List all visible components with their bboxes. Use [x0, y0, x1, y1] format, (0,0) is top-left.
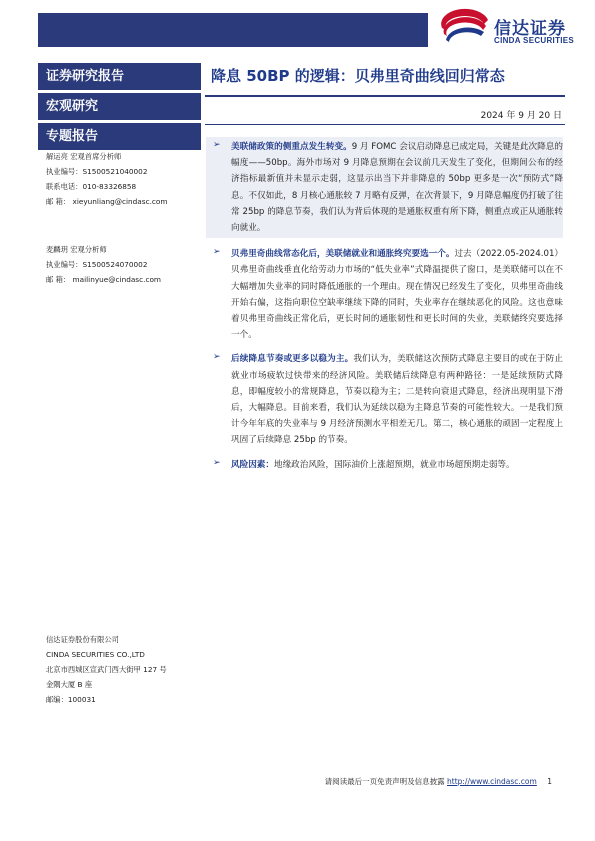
title-divider — [205, 95, 565, 97]
bullet-body: 地缘政治风险，国际油价上涨超预期，就业市场超预期走弱等。 — [273, 459, 515, 470]
footer-website-link[interactable]: http://www.cindasc.com — [447, 777, 537, 786]
arrow-bullet-icon: ➢ — [213, 140, 221, 150]
company-postcode: 邮编：100031 — [46, 695, 96, 704]
summary-bullet — [211, 457, 563, 473]
logo-name-en: CINDA SECURITIES — [494, 36, 575, 45]
author-license: 执业编号：S1500521040002 — [46, 167, 148, 176]
cinda-logo-mark — [438, 8, 492, 48]
bullet-heading: 美联储政策的侧重点发生转变。 — [231, 142, 352, 152]
summary-content — [211, 137, 563, 481]
author-block-2 — [46, 242, 161, 287]
summary-bullet — [211, 246, 563, 343]
bullet-heading: 风险因素： — [231, 459, 274, 470]
arrow-bullet-icon: ➢ — [213, 457, 221, 468]
bullet-text — [231, 457, 563, 473]
company-address-line1: 北京市西城区宣武门西大街甲 127 号 — [46, 665, 167, 674]
author-name: 解运亮 宏观首席分析师 — [46, 152, 122, 161]
author-phone: 联系电话：010-83326858 — [46, 182, 137, 191]
author-license: 执业编号：S1500524070002 — [46, 260, 148, 269]
sidebar — [38, 63, 201, 153]
bullet-body: 9 月 FOMC 会议启动降息已成定局，关键是此次降息的幅度——50bp。海外市场对 9 月降息预期在会议前几天发生了变化，但期间公布的经济指标最新值并未显示走弱，这显示出当下并非降息的 50bp 更多是一次“预防式”降息。不仅如此，8 月核心通胀较 7 月略有反弹，在次背景下，9 月降息幅度仍打破了往常 25bp 的降息节奏，我们认为背后体现的是通胀权重有所下降，侧重点或正从通胀转向就业。 — [231, 142, 563, 234]
sidebar-category-macro: 宏观研究 — [38, 93, 201, 120]
bullet-heading: 后续降息节奏或更多以稳为主。 — [231, 354, 354, 365]
header-band — [38, 13, 428, 47]
company-name-cn: 信达证券股份有限公司 — [46, 635, 119, 644]
company-name-en: CINDA SECURITIES CO.,LTD — [46, 650, 145, 659]
company-info — [46, 632, 167, 707]
report-title: 降息 50BP 的逻辑：贝弗里奇曲线回归常态 — [211, 67, 505, 85]
bullet-text — [231, 139, 563, 236]
summary-bullet — [206, 137, 563, 238]
bullet-heading: 贝弗里奇曲线常态化后，美联储就业和通胀终究要选一个。 — [231, 249, 455, 260]
bullet-text — [231, 246, 563, 343]
footer-disclaimer: 请阅读最后一页免责声明及信息披露 — [324, 777, 445, 786]
arrow-bullet-icon: ➢ — [213, 352, 221, 363]
bullet-body: 我们认为，美联储这次预防式降息主要目的或在于防止就业市场疲软过快带来的经济风险。美联储后续降息有两种路径：一是延续预防式降息，即幅度较小的常规降息，节奏以稳为主；二是转向衰退式降息，经济出现明显下滑后，大幅降息。目前来看，我们认为延续以稳为主降息节奏的可能性较大。一是我们预计今年年底的失业率与 9 月经济预测水平相差无几。第二，核心通胀的顽固一定程度上巩固了后续降息 25bp 的节奏。 — [231, 354, 563, 446]
summary-bullet — [211, 351, 563, 448]
date-divider — [205, 124, 565, 125]
bullet-text — [231, 351, 563, 448]
sidebar-category-special: 专题报告 — [38, 123, 201, 150]
author-email[interactable]: 邮 箱： mailinyue@cindasc.com — [46, 275, 162, 284]
arrow-bullet-icon: ➢ — [213, 247, 221, 258]
page-number: 1 — [547, 777, 552, 786]
sidebar-category-research: 证券研究报告 — [38, 63, 201, 90]
bullet-body: 过去（2022.05-2024.01）贝弗里奇曲线垂直化给劳动力市场的“低失业率”式降温提供了窗口，是美联储可以在不大幅增加失业率的同时降低通胀的一个理由。现在情况已经发生了变化，贝弗里奇曲线开始右偏，这指向职位空缺率继续下降的同时，失业率存在继续恶化的风险。这也意味着贝弗里奇曲线正常化后，更长时间的通胀韧性和更长时间的失业，美联储终究要选择一个。 — [231, 249, 564, 341]
company-address-line2: 金隅大厦 B 座 — [46, 680, 93, 689]
cinda-logo — [438, 8, 588, 50]
author-name: 麦麟玥 宏观分析师 — [46, 245, 107, 254]
report-date: 2024 年 9 月 20 日 — [480, 111, 562, 121]
author-block-1 — [46, 149, 168, 209]
author-email[interactable]: 邮 箱： xieyunliang@cindasc.com — [46, 197, 168, 206]
page-footer — [325, 776, 552, 787]
logo-name-cn: 信达证券 — [494, 19, 566, 39]
